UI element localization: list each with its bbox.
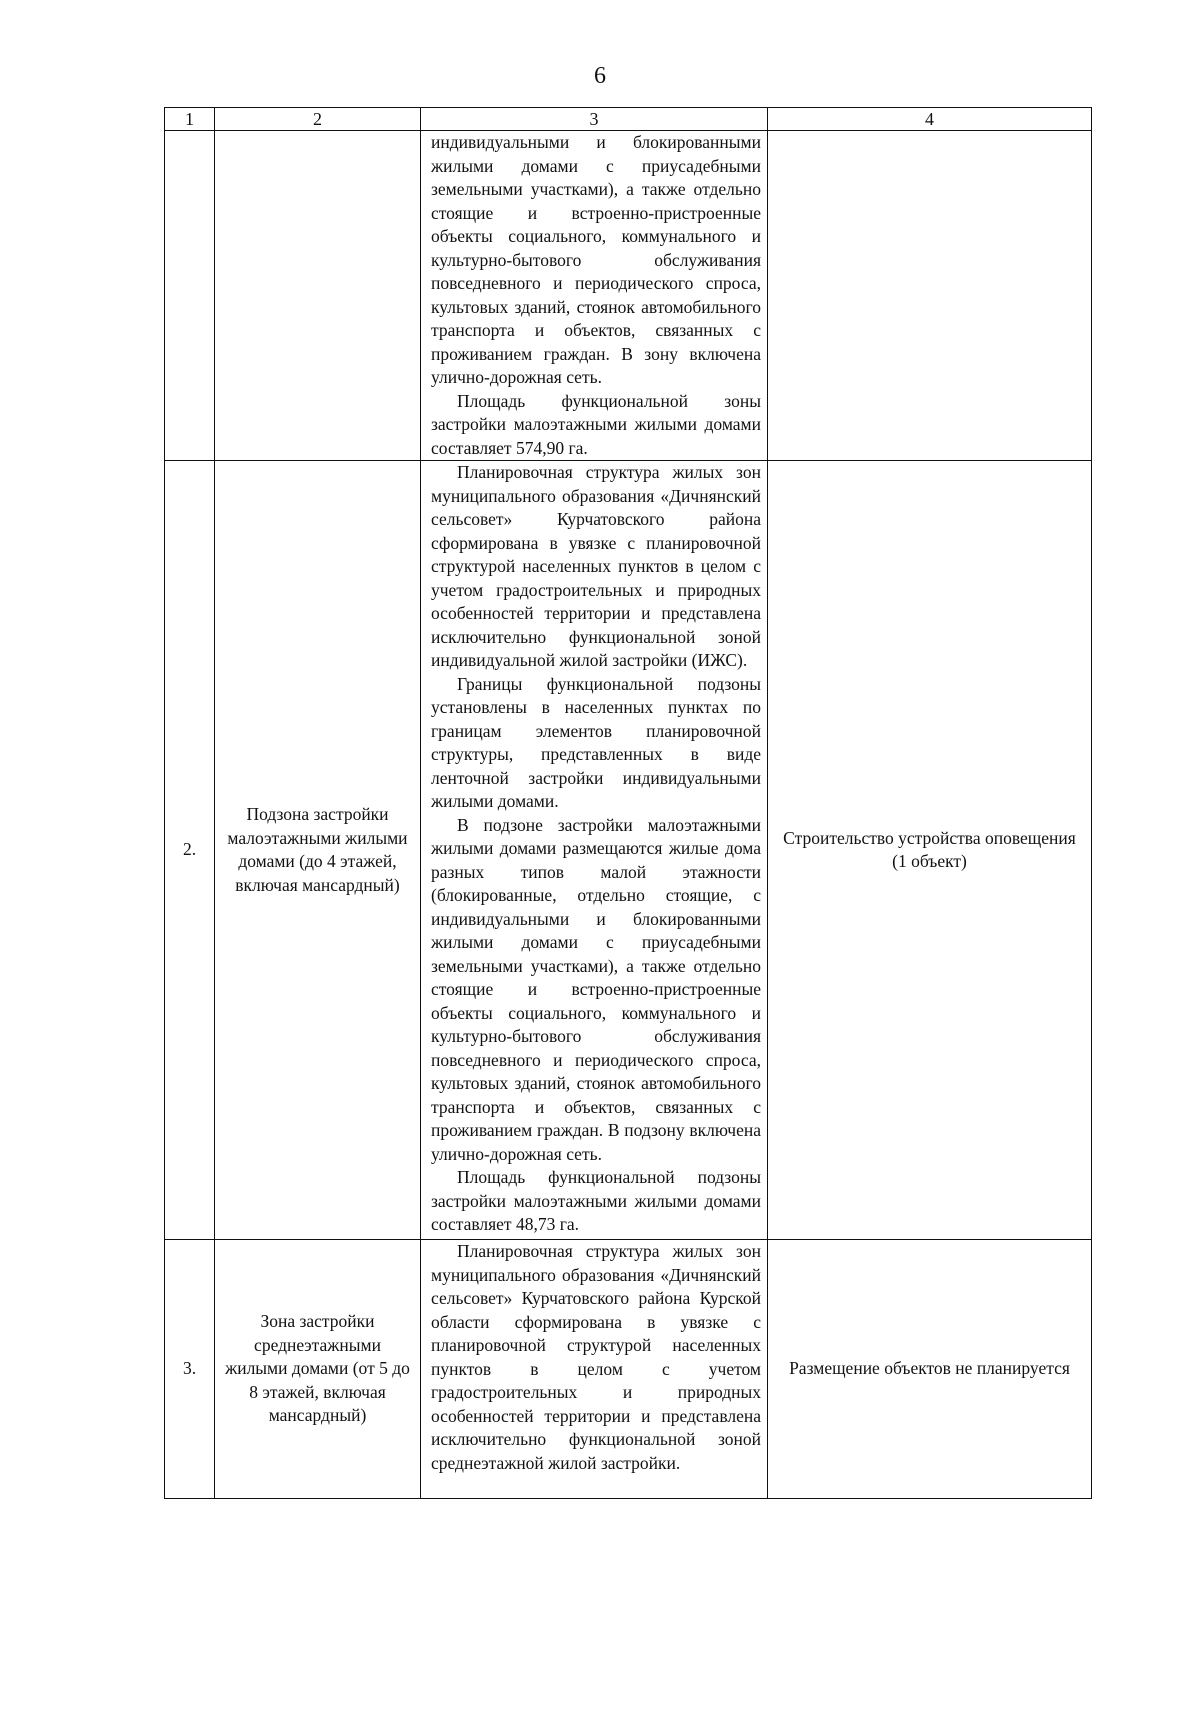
page-number: 6 (594, 63, 606, 89)
planned-actions: Размещение объектов не планируется (768, 1240, 1092, 1499)
zone-description (421, 1240, 768, 1499)
zone-description (421, 461, 768, 1240)
row-number (165, 131, 215, 461)
description-paragraph: В подзоне застройки малоэтажными жилыми домами размещаются жилые дома разных типов малой этажности (блокированные, отдельно стоящие, с индивидуальными и блокированными жилыми домами с приусадебными земельными участками), а также отдельно стоящие и встроенно-пристроенные объекты социального, коммунального и культурно-бытового обслуживания повседневного и периодического спроса, культовых зданий, стоянок автомобильного транспорта и объектов, связанных с проживанием граждан. В подзону включена улично-дорожная сеть. (431, 814, 761, 1164)
description-paragraph: Площадь функциональной зоны застройки малоэтажными жилыми домами составляет 574,90 га. (431, 390, 761, 458)
description-paragraph: Планировочная структура жилых зон муниципального образования «Дичнянский сельсовет» Курчатовского района Курской области сформирована в увязке с планировочной структурой населенных пунктов в целом с учетом градостроительных и природных особенностей территории и представлена исключительно функциональной зоной среднеэтажной жилой застройки. (431, 1241, 761, 1473)
zone-name: Зона застройки среднеэтажными жилыми домами (от 5 до 8 этажей, включая мансардный) (215, 1240, 421, 1499)
row-number: 3. (165, 1240, 215, 1499)
description-paragraph: Границы функциональной подзоны установлены в населенных пунктах по границам элементов планировочной структуры, представленных в виде ленточной застройки индивидуальными жилыми домами. (431, 673, 761, 811)
header-col-3: 3 (421, 108, 768, 131)
planned-actions: Строительство устройства оповещения (1 объект) (768, 461, 1092, 1240)
zones-table (164, 107, 1092, 1499)
description-paragraph: Планировочная структура жилых зон муниципального образования «Дичнянский сельсовет» Курчатовского района сформирована в увязке с планировочной структурой населенных пунктов в целом с учетом градостроительных и природных особенностей территории и представлена исключительно функциональной зоной индивидуальной жилой застройки (ИЖС). (431, 462, 761, 670)
header-col-4: 4 (768, 108, 1092, 131)
table-header-row (165, 108, 1092, 131)
planned-actions (768, 131, 1092, 461)
zone-name: Подзона застройки малоэтажными жилыми домами (до 4 этажей, включая мансардный) (215, 461, 421, 1240)
description-paragraph: индивидуальными и блокированными жилыми домами с приусадебными земельными участками), а также отдельно стоящие и встроенно-пристроенные объекты социального, коммунального и культурно-бытового обслуживания повседневного и периодического спроса, культовых зданий, стоянок автомобильного транспорта и объектов, связанных с проживанием граждан. В зону включена улично-дорожная сеть. (431, 132, 761, 387)
table-row (165, 1240, 1092, 1499)
row-number: 2. (165, 461, 215, 1240)
header-col-2: 2 (215, 108, 421, 131)
table-row (165, 461, 1092, 1240)
zone-name (215, 131, 421, 461)
table-row (165, 131, 1092, 461)
description-paragraph: Площадь функциональной подзоны застройки малоэтажными жилыми домами составляет 48,73 га. (431, 1167, 761, 1234)
header-col-1: 1 (165, 108, 215, 131)
zone-description (421, 131, 768, 461)
